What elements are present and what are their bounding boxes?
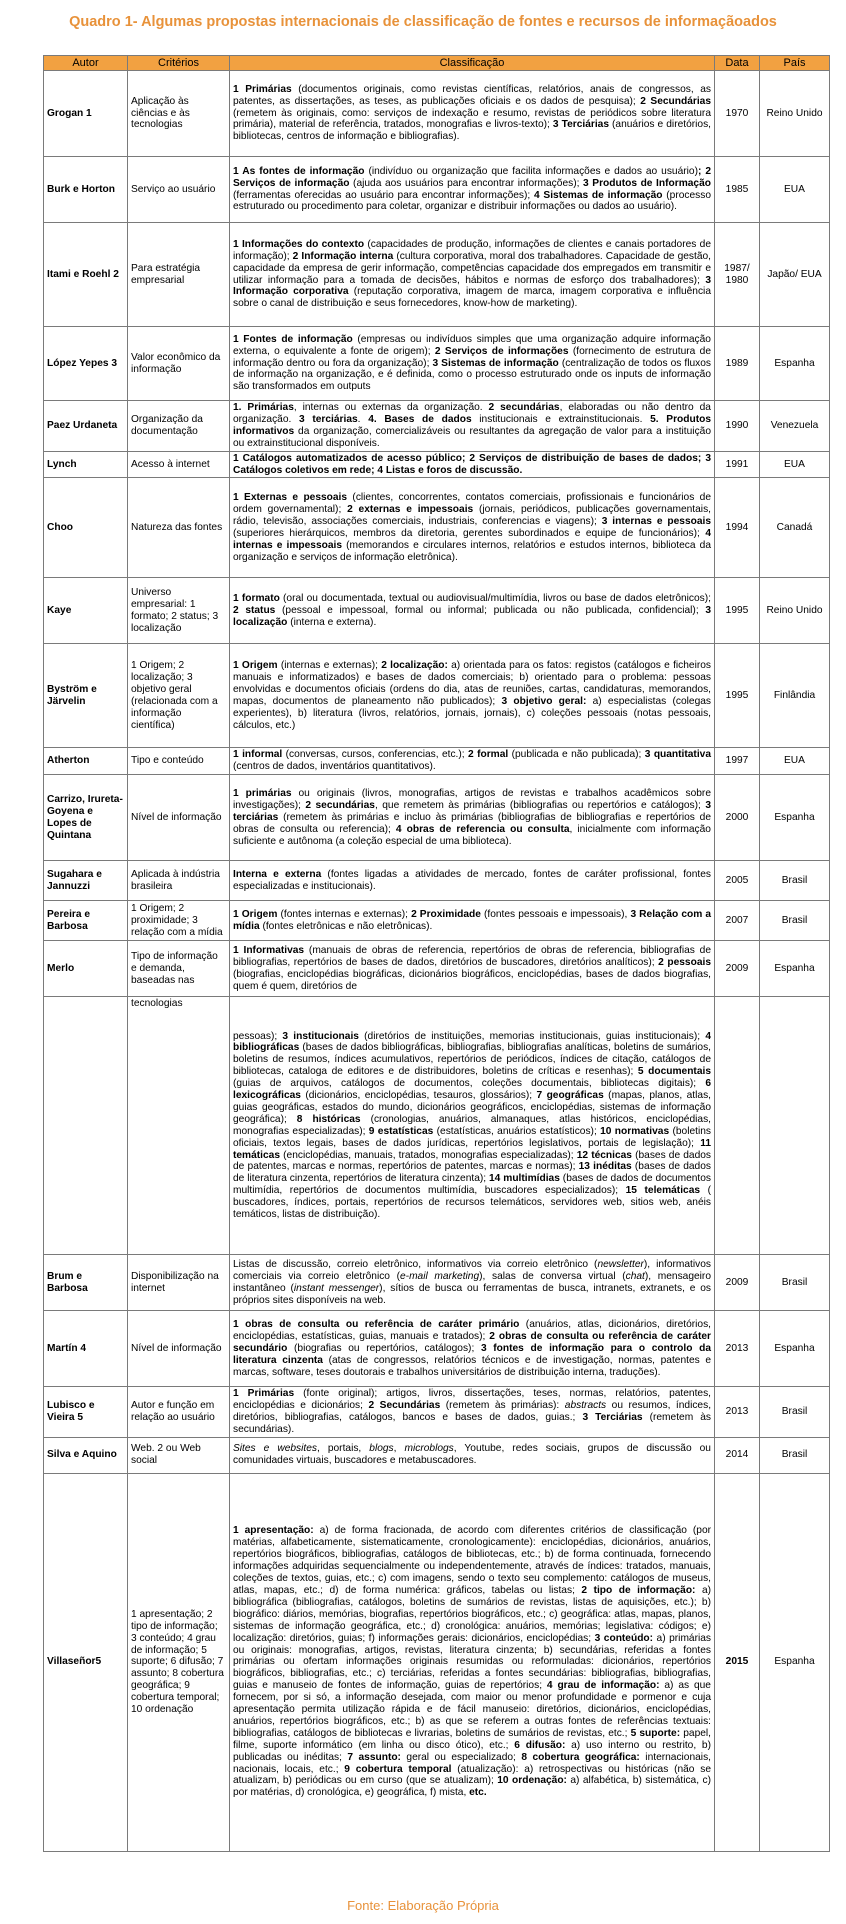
cell-classificacao: 1 apresentação: a) de forma fracionada, de acordo com diferentes critérios de classificação (por matérias, alfabeticamente, sistematicamente, cronologicamente): enciclopédias, dicionários, anuários, repertórios biográficos, bibliografias, catálogos de bibliotecas, etc.; b) de forma continuada, fornecendo informações adquiridas sequencialmente ou independentemente, através de índices: tratados, manuais, coleções de textos, guias, etc.; c) com imagens, sendo o texto seu complemento: catálogos de museus, atlas, mapas, etc.; d) de forma numérica: gráficos, tabelas ou listas; 2 tipo de informação: a) bibliográfica (bibliografias, catálogos, boletins de sumários de revistas, listas de aquisições, etc.); b) biográfico: diários, memórias, biografias, repertórios biográficos, etc.; c) geográfica: atlas, mapas, planos, sistemas de informação geográfica, etc.; d) cronológica: anuários, memórias; legislativa: códigos; e) localização: diretórios, guias; f) informações gerais: dicionários, enciclopédias; 3 conteúdo: a) primárias ou originais: monografias, artigos, revistas, literatura cinzenta; b) secundárias, referidas a fontes primárias ou ofertam informações originais resumidas ou reformuladas: dicionários, repertórios biográficos, bibliografias, etc.; c) terciárias, referidas a fontes secundárias: bibliografias, bibliografias, guias e manuseio de fontes de informação, guias de repertórios; 4 grau de informação: a) as que fornecem, por si só, a informação desejada, com maior ou menor profundidade e pormenor e cuja apresentação permita utilização rápida e de fácil manuseio: diretórios, dicionários, enciclopédias, anuários, repertórios biográficos, etc.; b) as que se referem a outras fontes de referências textuais: bibliografias, catálogos de bibliotecas e livrarias, boletins de sumários de revistas, etc.; 5 suporte: papel, filme, suporte informático (em linha ou disco ótico), etc.; 6 difusão: a) uso interno ou restrito, b) publicadas ou inéditas; 7 assunto: geral ou especializado; 8 cobertura geográfica: internacionais, nacionais, locais, etc.; 9 cobertura temporal (atualização): a) retrospectivas ou históricas (não se atualizam, b) periódicas ou em curso (que se atualizam); 10 ordenação: a) alfabética, b) sistemática, c) por matérias, d) cronológica, e) geográfica, f) mista, etc. (230, 1473, 715, 1851)
cell-pais: Espanha (760, 1473, 830, 1851)
classification-table (43, 55, 830, 1852)
cell-autor: Sugahara e Jannuzzi (44, 861, 128, 901)
cell-criterio: Tipo e conteúdo (128, 748, 230, 775)
cell-autor: Byström e Järvelin (44, 644, 128, 748)
cell-pais: Brasil (760, 901, 830, 941)
cell-classificacao: 1 Informações do contexto (capacidades de produção, informações de clientes e canais portadores de informação); 2 Informação interna (cultura corporativa, moral dos trabalhadores. Capacidade de gestão, capacidade da empresa de gerir informação, competências capacidade dos empregados em transmitir e utilizar informação para a tomada de decisões, hábitos e normas de esforço dos trabalhadores); 3 Informação corporativa (reputação corporativa, imagem de marca, imagem corporativa e influência sobre o canal de distribuição e seus fornecedores, know-how de marketing). (230, 223, 715, 327)
cell-data: 1997 (715, 748, 760, 775)
cell-autor: Kaye (44, 578, 128, 644)
cell-data: 2013 (715, 1311, 760, 1387)
cell-criterio: Organização da documentação (128, 401, 230, 452)
cell-criterio: Serviço ao usuário (128, 157, 230, 223)
cell-data: 1985 (715, 157, 760, 223)
cell-classificacao: 1 informal (conversas, cursos, conferencias, etc.); 2 formal (publicada e não publicada); 3 quantitativa (centros de dados, inventários quantitativos). (230, 748, 715, 775)
cell-criterio: Disponibilização na internet (128, 1255, 230, 1311)
cell-criterio: Natureza das fontes (128, 478, 230, 578)
header-autor: Autor (44, 56, 128, 71)
table-row (44, 861, 830, 901)
cell-criterio: Valor econômico da informação (128, 327, 230, 401)
cell-data: 2009 (715, 941, 760, 997)
cell-data: 2000 (715, 775, 760, 861)
cell-pais: Brasil (760, 1437, 830, 1473)
cell-autor: Paez Urdaneta (44, 401, 128, 452)
cell-pais: Japão/ EUA (760, 223, 830, 327)
cell-criterio: Universo empresarial: 1 formato; 2 status; 3 localização (128, 578, 230, 644)
header-classificacao: Classificação (230, 56, 715, 71)
cell-data: 2009 (715, 1255, 760, 1311)
cell-data: 1990 (715, 401, 760, 452)
table-row (44, 1473, 830, 1851)
cell-criterio: Aplicada à indústria brasileira (128, 861, 230, 901)
cell-classificacao: 1 primárias ou originais (livros, monografias, artigos de revistas e trabalhos acadêmicos sobre investigações); 2 secundárias, que remetem às primárias (bibliografias ou repertórios e catálogos); 3 terciárias (remetem às primárias e incluo às primárias (bibliografias de bibliografias e repertórios de obras de consulta ou referencia); 4 obras de referencia ou consulta, inicialmente com informação suficiente e autônoma (a coleção especial de uma biblioteca). (230, 775, 715, 861)
cell-data: 2007 (715, 901, 760, 941)
cell-classificacao: pessoas); 3 institucionais (diretórios de instituições, memorias institucionais, guias institucionais); 4 bibliográficas (bases de dados bibliográficas, bibliografias, bibliografias analíticas, boletins de sumários, boletins de resumos, índices acumulativos, repertórios de periódicos, índices de citação, catálogos de bibliotecas, cataloga de editores e de distribuidores, boletins de críticas e resenhas); 5 documentais (guias de arquivos, catálogos de documentos, coleções documentais, bibliotecas digitais); 6 lexicográficas (dicionários, enciclopédias, tesauros, glossários); 7 geográficas (mapas, planos, atlas, guias geográficas, estados do mundo, dicionários geográficos, enciclopédias, sistemas de informação geográfica); 8 históricas (cronologias, anuários, almanaques, atlas históricos, enciclopédias, monografias especializadas); 9 estatísticas (estatísticas, anuários estatísticos); 10 normativas (boletins oficiais, textos legais, bases de dados jurídicas, repertórios legislativos, portais de legislação); 11 temáticas (enciclopédias, manuais, tratados, monografias especializadas); 12 técnicas (bases de dados de patentes, marcas e normas, repertórios de patentes, marcas e normas); 13 inéditas (bases de dados de literatura cinzenta, repertórios de literatura cinzenta); 14 multimídias (bases de dados de documentos multimídia, repertórios de documentos multimídia, buscadores especializados); 15 telemáticas ( buscadores, índices, portais, repertórios de recursos telemáticos, servidores web, sitios web, anéis temáticos, listas de distribuição). (230, 997, 715, 1255)
cell-data: 1991 (715, 451, 760, 478)
cell-criterio: Acesso à internet (128, 451, 230, 478)
cell-autor (44, 997, 128, 1255)
table-row (44, 1387, 830, 1438)
cell-autor: Villaseñor5 (44, 1473, 128, 1851)
cell-autor: Lubisco e Vieira 5 (44, 1387, 128, 1438)
table-row (44, 901, 830, 941)
table-body (44, 71, 830, 1852)
cell-pais: EUA (760, 748, 830, 775)
cell-autor: Silva e Aquino (44, 1437, 128, 1473)
cell-data: 2005 (715, 861, 760, 901)
cell-criterio: Tipo de informação e demanda, baseadas nas (128, 941, 230, 997)
table-header-row (44, 56, 830, 71)
cell-pais: EUA (760, 451, 830, 478)
cell-autor: Grogan 1 (44, 71, 128, 157)
table-row (44, 223, 830, 327)
cell-data: 2013 (715, 1387, 760, 1438)
table-row (44, 451, 830, 478)
cell-criterio: 1 Origem; 2 localização; 3 objetivo geral (relacionada com a informação científica) (128, 644, 230, 748)
cell-pais: Reino Unido (760, 578, 830, 644)
cell-autor: Atherton (44, 748, 128, 775)
cell-pais: Finlândia (760, 644, 830, 748)
cell-pais: Reino Unido (760, 71, 830, 157)
cell-autor: Merlo (44, 941, 128, 997)
cell-classificacao: Interna e externa (fontes ligadas a atividades de mercado, fontes de caráter profissional, fontes especializadas e institucionais). (230, 861, 715, 901)
cell-pais: Espanha (760, 941, 830, 997)
cell-data: 2015 (715, 1473, 760, 1851)
cell-classificacao: 1 obras de consulta ou referência de caráter primário (anuários, atlas, dicionários, diretórios, enciclopédias, estatísticas, guias, manuais e tratados); 2 obras de consulta ou referência de caráter secundário (biografias ou repertórios, catálogos); 3 fontes de informação para o controlo da literatura cinzenta (atas de congressos, relatórios técnicos e de investigação, normas, patentes e marcas, software, teses doutorais e trabalhos universitários de distribuição interna, traduções). (230, 1311, 715, 1387)
cell-classificacao: 1 Primárias (fonte original); artigos, livros, dissertações, teses, normas, relatórios, patentes, enciclopédias e dicionários; 2 Secundárias (remetem às primárias): abstracts ou resumos, índices, diretórios, bibliografias, catálogos, bancos e bases de dados, guias.; 3 Terciárias (remetem às secundárias). (230, 1387, 715, 1438)
cell-criterio: Web. 2 ou Web social (128, 1437, 230, 1473)
cell-pais: EUA (760, 157, 830, 223)
table-row (44, 327, 830, 401)
cell-criterio: tecnologias (128, 997, 230, 1255)
page-title: Quadro 1- Algumas propostas internacionais de classificação de fontes e recursos de informaçãoados (69, 14, 777, 30)
cell-criterio: Aplicação às ciências e às tecnologias (128, 71, 230, 157)
cell-autor: Itami e Roehl 2 (44, 223, 128, 327)
cell-data (715, 997, 760, 1255)
cell-criterio: Nível de informação (128, 1311, 230, 1387)
cell-classificacao: Listas de discussão, correio eletrônico, informativos via correio eletrônico (newsletter), informativos comerciais via correio eletrônico (e-mail marketing), salas de conversa virtual (chat), mensageiro instantâneo (instant messenger), sítios de busca ou ferramentas de busca, intranets, extranets, e os próprios sites disponíveis na web. (230, 1255, 715, 1311)
header-criterios: Critérios (128, 56, 230, 71)
cell-classificacao: 1 Primárias (documentos originais, como revistas científicas, relatórios, anais de congressos, as patentes, as dissertações, as teses, as publicações oficiais e os dados de pesquisa); 2 Secundárias (remetem às originais, como: serviços de indexação e resumo, revistas de periódicos sobre literatura primária), material de referência, tratados, monografias e livros-texto); 3 Terciárias (anuários e diretórios, bibliotecas, centros de informação e bibliografias). (230, 71, 715, 157)
cell-autor: Brum e Barbosa (44, 1255, 128, 1311)
cell-classificacao: Sites e websites, portais, blogs, microblogs, Youtube, redes sociais, grupos de discussão ou comunidades virtuais, buscadores e metabuscadores. (230, 1437, 715, 1473)
cell-data: 1995 (715, 578, 760, 644)
cell-classificacao: 1 As fontes de informação (indivíduo ou organização que facilita informações e dados ao usuário); 2 Serviços de informação (ajuda aos usuários para encontrar informações); 3 Produtos de Informação (ferramentas oferecidas ao usuário para encontrar informações); 4 Sistemas de informação (processo estruturado ou procedimento para coletar, organizar e distribuir informações ou dados ao usuário). (230, 157, 715, 223)
cell-data: 1989 (715, 327, 760, 401)
table-row (44, 644, 830, 748)
cell-criterio: Nível de informação (128, 775, 230, 861)
cell-autor: Burk e Horton (44, 157, 128, 223)
cell-data: 1995 (715, 644, 760, 748)
cell-autor: Choo (44, 478, 128, 578)
cell-data: 1994 (715, 478, 760, 578)
table-row (44, 1311, 830, 1387)
cell-pais: Espanha (760, 327, 830, 401)
cell-pais: Espanha (760, 775, 830, 861)
cell-classificacao: 1 formato (oral ou documentada, textual ou audiovisual/multimídia, livros ou base de dados eletrônicos); 2 status (pessoal e impessoal, formal ou informal; publicada ou não publicada, confidencial); 3 localização (interna e externa). (230, 578, 715, 644)
cell-pais: Venezuela (760, 401, 830, 452)
table-row (44, 157, 830, 223)
table-row (44, 1437, 830, 1473)
cell-autor: Pereira e Barbosa (44, 901, 128, 941)
table-row (44, 1255, 830, 1311)
cell-pais (760, 997, 830, 1255)
table-row (44, 748, 830, 775)
cell-autor: López Yepes 3 (44, 327, 128, 401)
cell-classificacao: 1 Catálogos automatizados de acesso público; 2 Serviços de distribuição de bases de dados; 3 Catálogos coletivos em rede; 4 Listas e foros de discussão. (230, 451, 715, 478)
cell-classificacao: 1. Primárias, internas ou externas da organização. 2 secundárias, elaboradas ou não dentro da organização. 3 terciárias. 4. Bases de dados institucionais e extrainstitucionais. 5. Produtos informativos da organização, comercializáveis ou resultantes da agregação de valor para a instituição ou extrainstitucional disponíveis. (230, 401, 715, 452)
cell-criterio: 1 Origem; 2 proximidade; 3 relação com a mídia (128, 901, 230, 941)
cell-criterio: 1 apresentação; 2 tipo de informação; 3 conteúdo; 4 grau de informação; 5 suporte; 6 difusão; 7 assunto; 8 cobertura geográfica; 9 cobertura temporal; 10 ordenação (128, 1473, 230, 1851)
cell-data: 2014 (715, 1437, 760, 1473)
table-row (44, 941, 830, 997)
table-row (44, 775, 830, 861)
cell-autor: Lynch (44, 451, 128, 478)
table-row (44, 578, 830, 644)
header-pais: País (760, 56, 830, 71)
table-row (44, 401, 830, 452)
cell-classificacao: 1 Externas e pessoais (clientes, concorrentes, contatos comerciais, profissionais e funcionários de ordem governamental); 2 externas e impessoais (jornais, periódicos, publicações governamentais, rádio, televisão, associações comerciais, industriais, conferencias e viagens); 3 internas e pessoais (superiores hierárquicos, membros da diretoria, gerentes subordinados e equipe de funcionários); 4 internas e impessoais (memorandos e circulares internos, relatórios e estudos internos, biblioteca da organização e serviços de informação eletrônica). (230, 478, 715, 578)
table-row (44, 71, 830, 157)
cell-pais: Brasil (760, 1387, 830, 1438)
cell-criterio: Para estratégia empresarial (128, 223, 230, 327)
cell-data: 1987/ 1980 (715, 223, 760, 327)
cell-classificacao: 1 Origem (internas e externas); 2 localização: a) orientada para os fatos: registos (catálogos e ficheiros manuais e informatizados) e bases de dados comerciais; b) orientado para o problema: pessoas envolvidas e documentos oficiais (ordens do dia, atas de reuniões, cartas, candidaturas, memorandos, mapas, documentos de planeamento não publicados); 3 objetivo geral: a) especialistas (colegas experientes), b) literatura (livros, relatórios, jornais, jornais), c) coleções pessoais (notas pessoais, cálculos, etc.) (230, 644, 715, 748)
cell-pais: Espanha (760, 1311, 830, 1387)
cell-classificacao: 1 Informativas (manuais de obras de referencia, repertórios de obras de referencia, bibliografias de bibliografias, repertórios de bases de dados, diretórios de buscadores, diretórios analíticos); 2 pessoais (biografias, enciclopédias biográficas, dicionários biográficos, enciclopédias, bases de dados biografias, quem é quem, diretórios de (230, 941, 715, 997)
cell-data: 1970 (715, 71, 760, 157)
source-note: Fonte: Elaboração Própria (347, 1898, 499, 1913)
cell-classificacao: 1 Fontes de informação (empresas ou indivíduos simples que uma organização adquire informação externa, o equivalente a fonte de origem); 2 Serviços de informações (fornecimento de estrutura de informação dentro ou fora da organização); 3 Sistemas de informação (centralização de todos os fluxos de informação na organização, e é definida, como o processo estruturado onde os inputs de informação são transformados em outputs (230, 327, 715, 401)
cell-criterio: Autor e função em relação ao usuário (128, 1387, 230, 1438)
table-row (44, 997, 830, 1255)
cell-pais: Canadá (760, 478, 830, 578)
cell-autor: Martín 4 (44, 1311, 128, 1387)
cell-autor: Carrizo, Irureta-Goyena e Lopes de Quintana (44, 775, 128, 861)
table-row (44, 478, 830, 578)
cell-classificacao: 1 Origem (fontes internas e externas); 2 Proximidade (fontes pessoais e impessoais), 3 Relação com a mídia (fontes eletrônicas e não eletrônicas). (230, 901, 715, 941)
header-data: Data (715, 56, 760, 71)
cell-pais: Brasil (760, 1255, 830, 1311)
cell-pais: Brasil (760, 861, 830, 901)
